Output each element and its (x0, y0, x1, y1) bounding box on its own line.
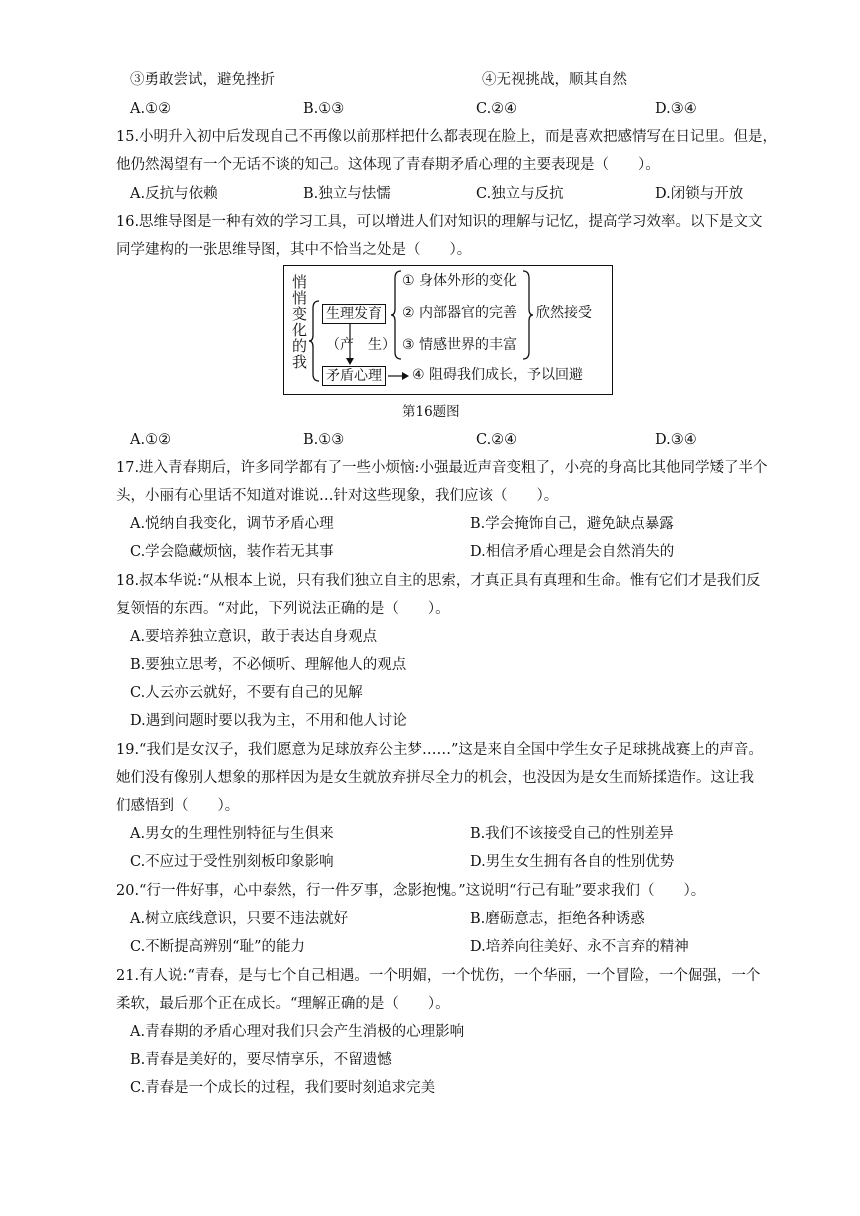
q20-answer-a: A.树立底线意识，只要不违法就好 (130, 911, 349, 927)
right-brace-icon (390, 270, 402, 360)
q19-answer-c: C.不应过于受性别刻板印象影响 (130, 854, 334, 870)
mind-map-title: 悄悄变化的我 (290, 274, 308, 370)
q19-answer-b: B.我们不该接受自己的性别差异 (470, 826, 674, 842)
q20-answer-c: C.不断提高辨别“耻”的能力 (130, 939, 306, 955)
q18-stem-line2: 复领悟的东西。“对此，下列说法正确的是（ ）。 (116, 601, 450, 617)
q16-stem-line1: 16.思维导图是一种有效的学习工具，可以增进人们对知识的理解与记忆，提高学习效率。以下是文文 (116, 214, 763, 230)
q15-stem-line2: 他仍然渴望有一个无话不谈的知己。这体现了青春期矛盾心理的主要表现是（ ）。 (116, 157, 660, 173)
q18-answer-b: B.要独立思考，不必倾听、理解他人的观点 (130, 657, 407, 673)
q19-stem-line3: 们感悟到（ ）。 (116, 798, 240, 814)
mind-map-figure (283, 265, 613, 395)
q18-answer-a: A.要培养独立意识，敢于表达自身观点 (130, 629, 378, 645)
q21-answer-a: A.青春期的矛盾心理对我们只会产生消极的心理影响 (130, 1024, 465, 1040)
q14-answer-a: A.①② (130, 101, 172, 117)
q20-stem-line1: 20.“行一件好事，心中泰然，行一件歹事，念影抱愧。”这说明“行己有耻”要求我们（ ）。 (116, 883, 706, 899)
q14-answer-d: D.③④ (655, 101, 697, 117)
q17-answer-b: B.学会掩饰自己，避免缺点暴露 (470, 516, 674, 532)
mind-map-item-3: ③ 情感世界的丰富 (402, 337, 518, 353)
q17-answer-c: C.学会隐藏烦恼，装作若无其事 (130, 544, 334, 560)
q15-answer-d: D.闭锁与开放 (655, 186, 744, 202)
q16-answer-d: D.③④ (655, 432, 697, 448)
q15-answer-b: B.独立与怯懦 (303, 186, 391, 202)
q19-stem-line1: 19.“我们是女汉子，我们愿意为足球放弃公主梦……”这是来自全国中学生女子足球挑战赛上的声音。 (116, 742, 763, 758)
q17-answer-a: A.悦纳自我变化，调节矛盾心理 (130, 516, 334, 532)
q15-answer-a: A.反抗与依赖 (130, 186, 218, 202)
q19-answer-d: D.男生女生拥有各自的性别优势 (470, 854, 675, 870)
q16-answer-a: A.①② (130, 432, 172, 448)
q16-stem-line2: 同学建构的一张思维导图，其中不恰当之处是（ ）。 (116, 242, 472, 258)
q21-stem-line1: 21.有人说:“青春，是与七个自己相遇。一个明媚，一个忧伤，一个华丽，一个冒险，一个倔强，一个 (116, 968, 761, 984)
mind-map-box-contradiction: 矛盾心理 (322, 366, 386, 386)
mind-map-item-4: ④ 阻碍我们成长，予以回避 (412, 367, 584, 383)
right-arrow-icon (388, 371, 410, 381)
mind-map-box-physical: 生理发育 (322, 304, 386, 324)
q20-answer-b: B.磨砺意志，拒绝各种诱惑 (470, 911, 645, 927)
q17-stem-line1: 17.进入青春期后，许多同学都有了一些小烦恼:小强最近声音变粗了，小亮的身高比其他同学矮了半个 (116, 460, 768, 476)
q14-option-3: ③勇敢尝试，避免挫折 (130, 72, 275, 88)
q21-answer-c: C.青春是一个成长的过程，我们要时刻追求完美 (130, 1080, 436, 1096)
q19-stem-line2: 她们没有像别人想象的那样因为是女生就放弃拼尽全力的机会，也没因为是女生而矫揉造作。这让我 (116, 770, 754, 786)
q21-answer-b: B.青春是美好的，要尽情享乐，不留遗憾 (130, 1052, 392, 1068)
q21-stem-line2: 柔软，最后那个正在成长。“理解正确的是（ ）。 (116, 996, 450, 1012)
figure-caption: 第16题图 (402, 404, 460, 420)
mind-map-item-1: ① 身体外形的变化 (402, 273, 518, 289)
mind-map-item-2: ② 内部器官的完善 (402, 305, 518, 321)
left-brace-icon (308, 300, 320, 382)
q15-stem-line1: 15.小明升入初中后发现自己不再像以前那样把什么都表现在脸上，而是喜欢把感情写在日记里。但是， (116, 129, 778, 145)
q16-answer-c: C.②④ (476, 432, 518, 448)
q18-answer-c: C.人云亦云就好，不要有自己的见解 (130, 685, 363, 701)
closing-brace-icon (522, 270, 534, 360)
mind-map-accept-label: 欣然接受 (536, 305, 592, 321)
q16-answer-b: B.①③ (303, 432, 345, 448)
q15-answer-c: C.独立与反抗 (476, 186, 564, 202)
q18-stem-line1: 18.叔本华说:“从根本上说，只有我们独立自主的思索，才真正具有真理和生命。惟有它们才是我们反 (116, 573, 761, 589)
q17-answer-d: D.相信矛盾心理是会自然消失的 (470, 544, 675, 560)
mind-map-produce-label: （产 生） (326, 337, 396, 353)
q14-option-4: ④无视挑战，顺其自然 (482, 72, 627, 88)
q14-answer-b: B.①③ (303, 101, 345, 117)
q17-stem-line2: 头，小丽有心里话不知道对谁说…针对这些现象，我们应该（ ）。 (116, 488, 559, 504)
q14-answer-c: C.②④ (476, 101, 518, 117)
q18-answer-d: D.遇到问题时要以我为主，不用和他人讨论 (130, 713, 407, 729)
q19-answer-a: A.男女的生理性别特征与生俱来 (130, 826, 334, 842)
down-arrow-icon (346, 324, 354, 366)
q20-answer-d: D.培养向往美好、永不言弃的精神 (470, 939, 689, 955)
